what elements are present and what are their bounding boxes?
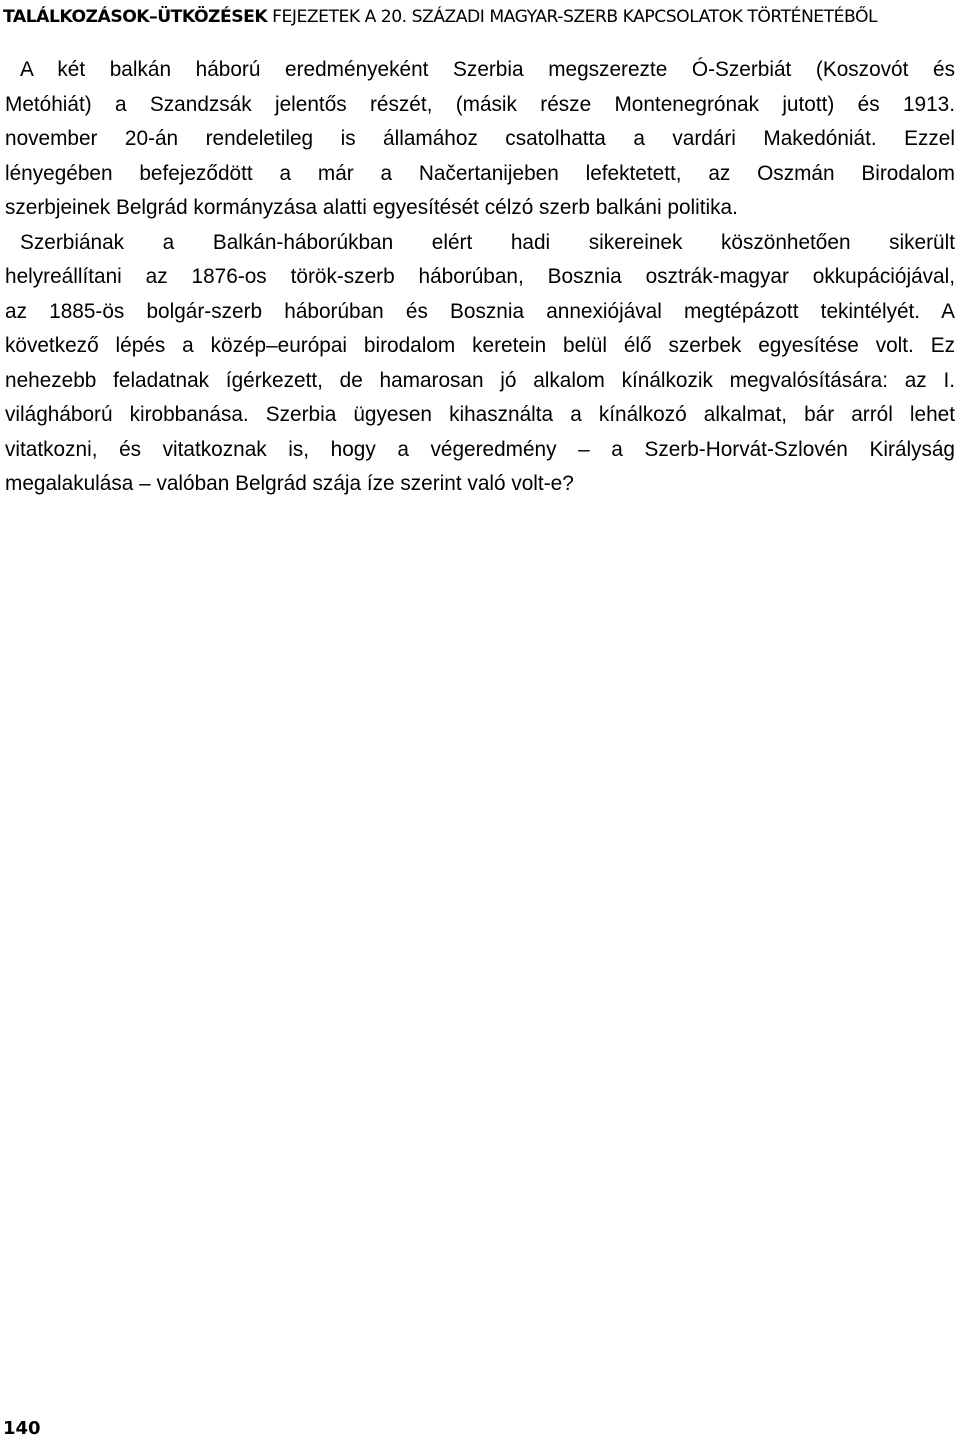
running-head-title: TALÁLKOZÁSOK–ÜTKÖZÉSEK [3,7,268,27]
text-line: Metóhiát) a Szandzsák jelentős részét, (másik része Montenegrónak jutott) és 1913. [5,92,955,116]
paragraph-1 [5,53,955,226]
text-line: szerbjeinek Belgrád kormányzása alatti egyesítését célzó szerb balkáni politika. [5,196,738,219]
text-line: megalakulása – valóban Belgrád szája íze szerint való volt-e? [5,472,574,495]
text-line: Szerbiának a Balkán-háborúkban elért hadi sikereinek köszönhetően sikerült [20,230,955,254]
text-line: november 20-án rendeletileg is államához csatolhatta a vardári Makedóniát. Ezzel [5,127,955,150]
text-line: az 1885-ös bolgár-szerb háborúban és Bosznia annexiójával megtépázott tekintélyét. A [5,299,955,323]
text-line: lényegében befejeződött a már a Načertanijeben lefektetett, az Oszmán Birodalom [5,161,955,185]
text-line: nehezebb feladatnak ígérkezett, de hamarosan jó alkalom kínálkozik megvalósítására: az I. [5,368,955,392]
text-line: vitatkozni, és vitatkoznak is, hogy a végeredmény – a Szerb-Horvát-Szlovén Királyság [5,437,955,461]
running-head [3,2,958,32]
page-number: 140 [3,1418,41,1439]
running-head-subtitle: FEJEZETEK A 20. SZÁZADI MAGYAR-SZERB KAPCSOLATOK TÖRTÉNETÉBŐL [267,7,878,27]
text-line: világháború kirobbanása. Szerbia ügyesen kihasználta a kínálkozó alkalmat, bár arról lehet [5,403,955,426]
text-line: következő lépés a közép–európai birodalom keretein belül élő szerbek egyesítése volt. Ez [5,334,955,357]
text-line: helyreállítani az 1876-os török-szerb háborúban, Bosznia osztrák-magyar okkupációjával, [5,265,955,288]
text-line: A két balkán háború eredményeként Szerbia megszerezte Ó-Szerbiát (Koszovót és [20,58,955,81]
body-text [5,53,955,502]
paragraph-2 [5,226,955,502]
